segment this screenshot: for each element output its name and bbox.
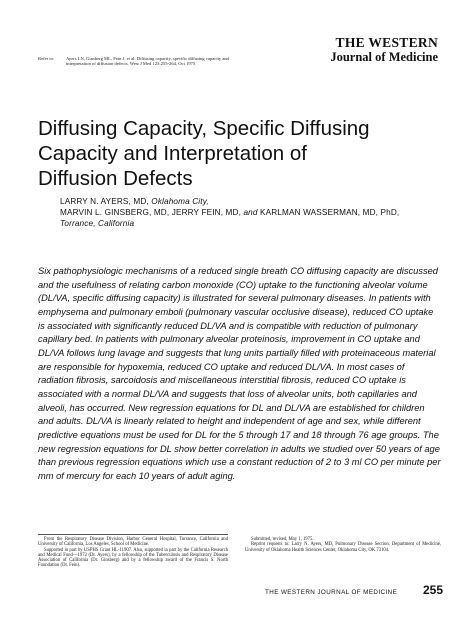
author-ayers-location: Oklahoma City,	[151, 197, 209, 206]
footnote-divider	[38, 534, 228, 535]
footnote-reprint: Reprint requests to: Larry N. Ayers, MD, Pulmonary Disease Section, Department of Medicine, University of Oklahoma Health Sciences Center, Oklahoma City, OK 73104.	[245, 542, 441, 553]
footnote-submitted: Submitted, revised, May 1, 1975.	[251, 537, 314, 542]
masthead-line2: Journal of Medicine	[330, 50, 438, 64]
author-line3-location: Torrance, California	[60, 219, 135, 228]
author-line2	[60, 207, 460, 218]
page-number: 255	[423, 583, 444, 597]
author-line1	[60, 196, 460, 207]
citation-reference	[38, 56, 238, 67]
footnote-support: Supported in part by USPHS Grant HL-11907. Also, supported in part by the California Research and Medical Fund—1972 (Dr. Ayers), by a fellowship of the Tuberculosis and Respiratory Disease Association of California (Dr. Ginsberg) and by a fellowship award of the Francis S. North Foundation (Dr. Fein).	[38, 547, 228, 569]
author-wasserman: KARLMAN WASSERMAN, MD, PhD,	[260, 208, 400, 217]
title-line2: Capacity and Interpretation of	[38, 142, 307, 165]
authors-ginsberg-fein: MARVIN L. GINSBERG, MD, JERRY FEIN, MD,	[60, 208, 242, 217]
abstract-text: Six pathophysiologic mechanisms of a reduced single breath CO diffusing capacity are discussed and the usefulness of relating carbon monoxide (CO) uptake to the functioning alveolar volume (DL/VA, specific diffusing capacity) is illustrated for several pulmonary diseases. In patients with emphysema and pulmonary emboli (pulmonary vascular occlusive disease), reduced CO uptake is associated with significantly reduced DL/VA and is compatible with reduction of pulmonary capillary bed. In patients with pulmonary alveolar proteinosis, improvement in CO uptake and DL/VA follows lung lavage and suggests that lung units partially filled with proteinaceous material are responsible for hypoxemia, reduced CO uptake and reduced DL/VA. In most cases of radiation fibrosis, sarcoidosis and miscellaneous interstitial fibrosis, reduced CO uptake is associated with a normal DL/VA and suggests that loss of alveolar units, both capillaries and alveoli, has occurred. New regression equations for DL and DL/VA are established for children and adults. DL/VA is linearly related to height and independent of age and sex, while different predictive equations must be used for DL for the 5 through 17 and 18 through 76 age groups. The new regression equations for DL show better correlation in adults we studied over 50 years of age than previous regression equations which use a constant reduction of 2 to 3 ml CO per minute per mm of mercury for each 10 years of adult aging.	[38, 266, 441, 481]
refer-label: Refer to:	[38, 56, 55, 61]
article-title	[38, 116, 438, 191]
journal-masthead	[330, 36, 438, 64]
author-list	[60, 196, 460, 229]
masthead-line1: THE WESTERN	[335, 35, 438, 50]
author-ayers: LARRY N. AYERS, MD,	[60, 197, 149, 206]
title-line3: Diffusion Defects	[38, 167, 193, 190]
footnotes-left-column	[38, 537, 228, 569]
footnotes-right-column	[245, 537, 441, 553]
authors-and: and	[243, 208, 258, 217]
footnote-affiliation: From the Respiratory Disease Division, Harbor General Hospital, Torrance, California and University of California, Los Angeles, School of Medicine.	[38, 537, 228, 548]
footer-journal-name: THE WESTERN JOURNAL OF MEDICINE	[265, 589, 398, 596]
title-line1: Diffusing Capacity, Specific Diffusing	[38, 117, 370, 140]
refer-text: Ayers LN, Ginsberg ML, Fein J, et al: Diffusing capacity, specific diffusing capacity and interpretation of diffusion defects. West J Med 123:255-264, Oct 1975	[66, 56, 229, 67]
